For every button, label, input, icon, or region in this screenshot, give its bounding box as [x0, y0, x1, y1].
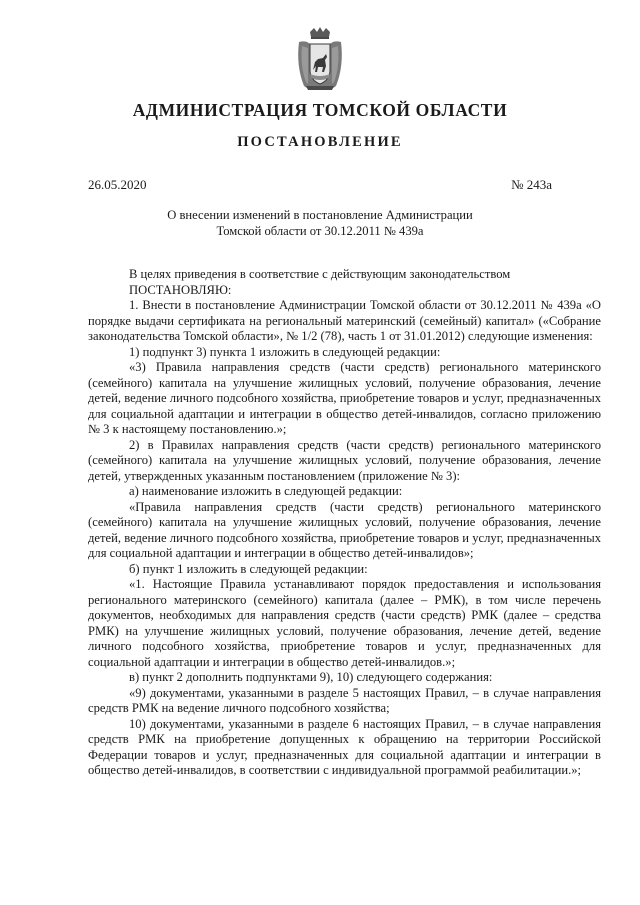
body-paragraph: 2) в Правилах направления средств (части средств) регионального материнского (семейного) капитала на улучшение жилищных условий, получение образования, лечение детей, утвержденных указанным постановлением (приложение № 3):	[88, 437, 601, 483]
organization-title: АДМИНИСТРАЦИЯ ТОМСКОЙ ОБЛАСТИ	[132, 100, 508, 120]
body-paragraph: «1. Настоящие Правила устанавливают порядок предоставления и использования регионального материнского (семейного) капитала (далее – РМК), в том числе перечень документов, необходимых для направления средств (части средств) РМК (далее – средства РМК) на улучшение жилищных условий, получение образования, лечение детей, ведение личного подсобного хозяйства, приобретение товаров и услуг, предназначенных для социальной адаптации и интеграции в общество детей-инвалидов.»;	[88, 577, 601, 669]
body-paragraph: «9) документами, указанными в разделе 5 настоящих Правил, – в случае направления средств РМК на ведение личного подсобного хозяйства;	[88, 685, 601, 715]
body-paragraph: 10) документами, указанными в разделе 6 настоящих Правил, – в случае направления средств РМК на приобретение допущенных к обращению на территории Российской Федерации товаров и услуг, предназначенных для социальной адаптации и интеграции в общество детей-инвалидов, в соответствии с индивидуальной программой реабилитации.»;	[88, 716, 601, 777]
body-paragraph: «Правила направления средств (части средств) регионального материнского (семейного) капитала на улучшение жилищных условий, получение образования, лечение детей, ведение личного подсобного хозяйства, приобретение товаров и услуг, предназначенных для социальной адаптации и интеграции в общество детей-инвалидов»;	[88, 499, 601, 560]
body-paragraph: 1. Внести в постановление Администрации Томской области от 30.12.2011 № 439а «О порядке выдачи сертификата на региональный материнский (семейный) капитал» («Собрание законодательства Томской области», № 1/2 (78), часть 1 от 31.01.2012) следующие изменения:	[88, 298, 601, 343]
document-type-heading: ПОСТАНОВЛЕНИЕ	[237, 134, 403, 150]
body-paragraph: 1) подпункт 3) пункта 1 изложить в следующей редакции:	[129, 344, 441, 359]
coat-of-arms-emblem	[296, 26, 344, 92]
subject-line: Томской области от 30.12.2011 № 439а	[216, 224, 424, 238]
body-paragraph: а) наименование изложить в следующей редакции:	[129, 484, 403, 498]
document-subject	[0, 207, 640, 239]
document-number: № 243а	[511, 177, 552, 192]
body-paragraph: в) пункт 2 дополнить подпунктами 9), 10) следующего содержания:	[129, 670, 493, 684]
decree-keyword: ПОСТАНОВЛЯЮ:	[129, 282, 232, 297]
subject-line: О внесении изменений в постановление Администрации	[167, 208, 473, 222]
body-paragraph: б) пункт 1 изложить в следующей редакции:	[129, 561, 368, 576]
coat-of-arms-icon	[296, 26, 344, 92]
document-date: 26.05.2020	[88, 177, 147, 192]
body-paragraph: В целях приведения в соответствие с действующим законодательством	[129, 267, 511, 281]
body-paragraph: «3) Правила направления средств (части средств) регионального материнского (семейного) капитала на улучшение жилищных условий, получение образования, лечение детей, ведение личного подсобного хозяйства, приобретение товаров и услуг, предназначенных для социальной адаптации и интеграции в общество детей-инвалидов, согласно приложению № 3 к настоящему постановлению.»;	[88, 360, 601, 436]
document-body	[88, 267, 601, 779]
